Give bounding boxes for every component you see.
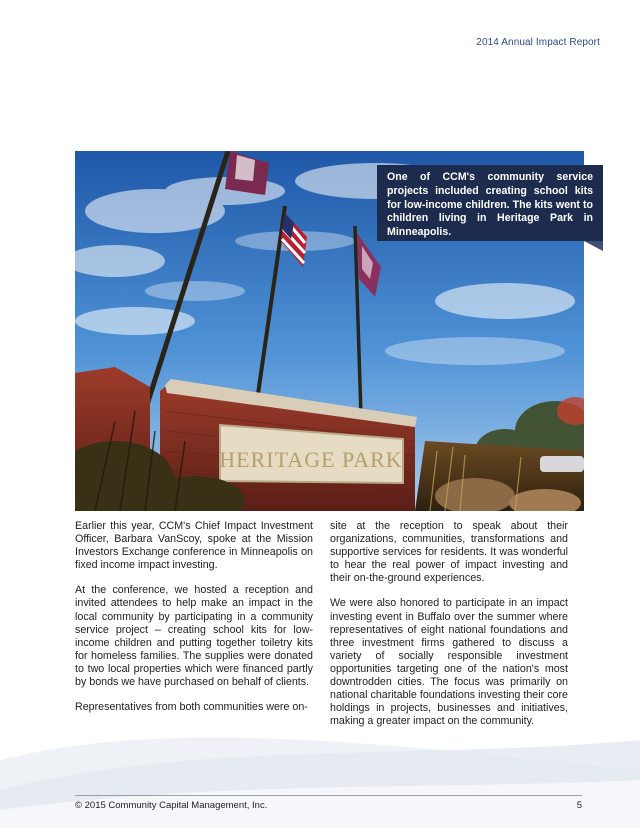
footer-divider	[75, 795, 582, 796]
paragraph: site at the reception to speak about their organizations, communities, transformations and supportive services for residents. It was wonderful to hear the real power of impact investing and their on-the-ground experiences.	[330, 520, 568, 585]
sign-text: HERITAGE PARK	[219, 447, 403, 472]
paragraph: At the conference, we hosted a reception and invited attendees to help make an impact in the local community by participating in a community service project – creating school kits for low-income children and putting together toiletry kits for homeless families. The supplies were donated to two local properties which were financed partly by bonds we have purchased on behalf of clients.	[75, 584, 313, 689]
page-header-title: 2014 Annual Impact Report	[476, 37, 600, 48]
page-number: 5	[576, 800, 582, 811]
paragraph: Representatives from both communities were on-	[75, 701, 308, 714]
paragraph: We were also honored to participate in an impact investing event in Buffalo over the summer where representatives of eight national foundations and three investment firms gathered to discuss a variety of socially responsible investment opportunities targeting one of the nation's most downtrodden cities. The focus was primarily on national charitable foundations investing their core holdings in projects, businesses and initiatives, making a greater impact on the community.	[330, 597, 568, 728]
photo-caption: One of CCM's community service projects included creating school kits for low-income children. The kits went to children living in Heritage Park in Minneapolis.	[377, 165, 603, 241]
body-column-left	[75, 520, 313, 726]
caption-tab-decoration	[584, 241, 603, 251]
footer-copyright: © 2015 Community Capital Management, Inc.	[75, 800, 268, 811]
paragraph: Earlier this year, CCM's Chief Impact Investment Officer, Barbara VanScoy, spoke at the Mission Investors Exchange conference in Minneapolis on fixed income impact investing.	[75, 520, 313, 572]
